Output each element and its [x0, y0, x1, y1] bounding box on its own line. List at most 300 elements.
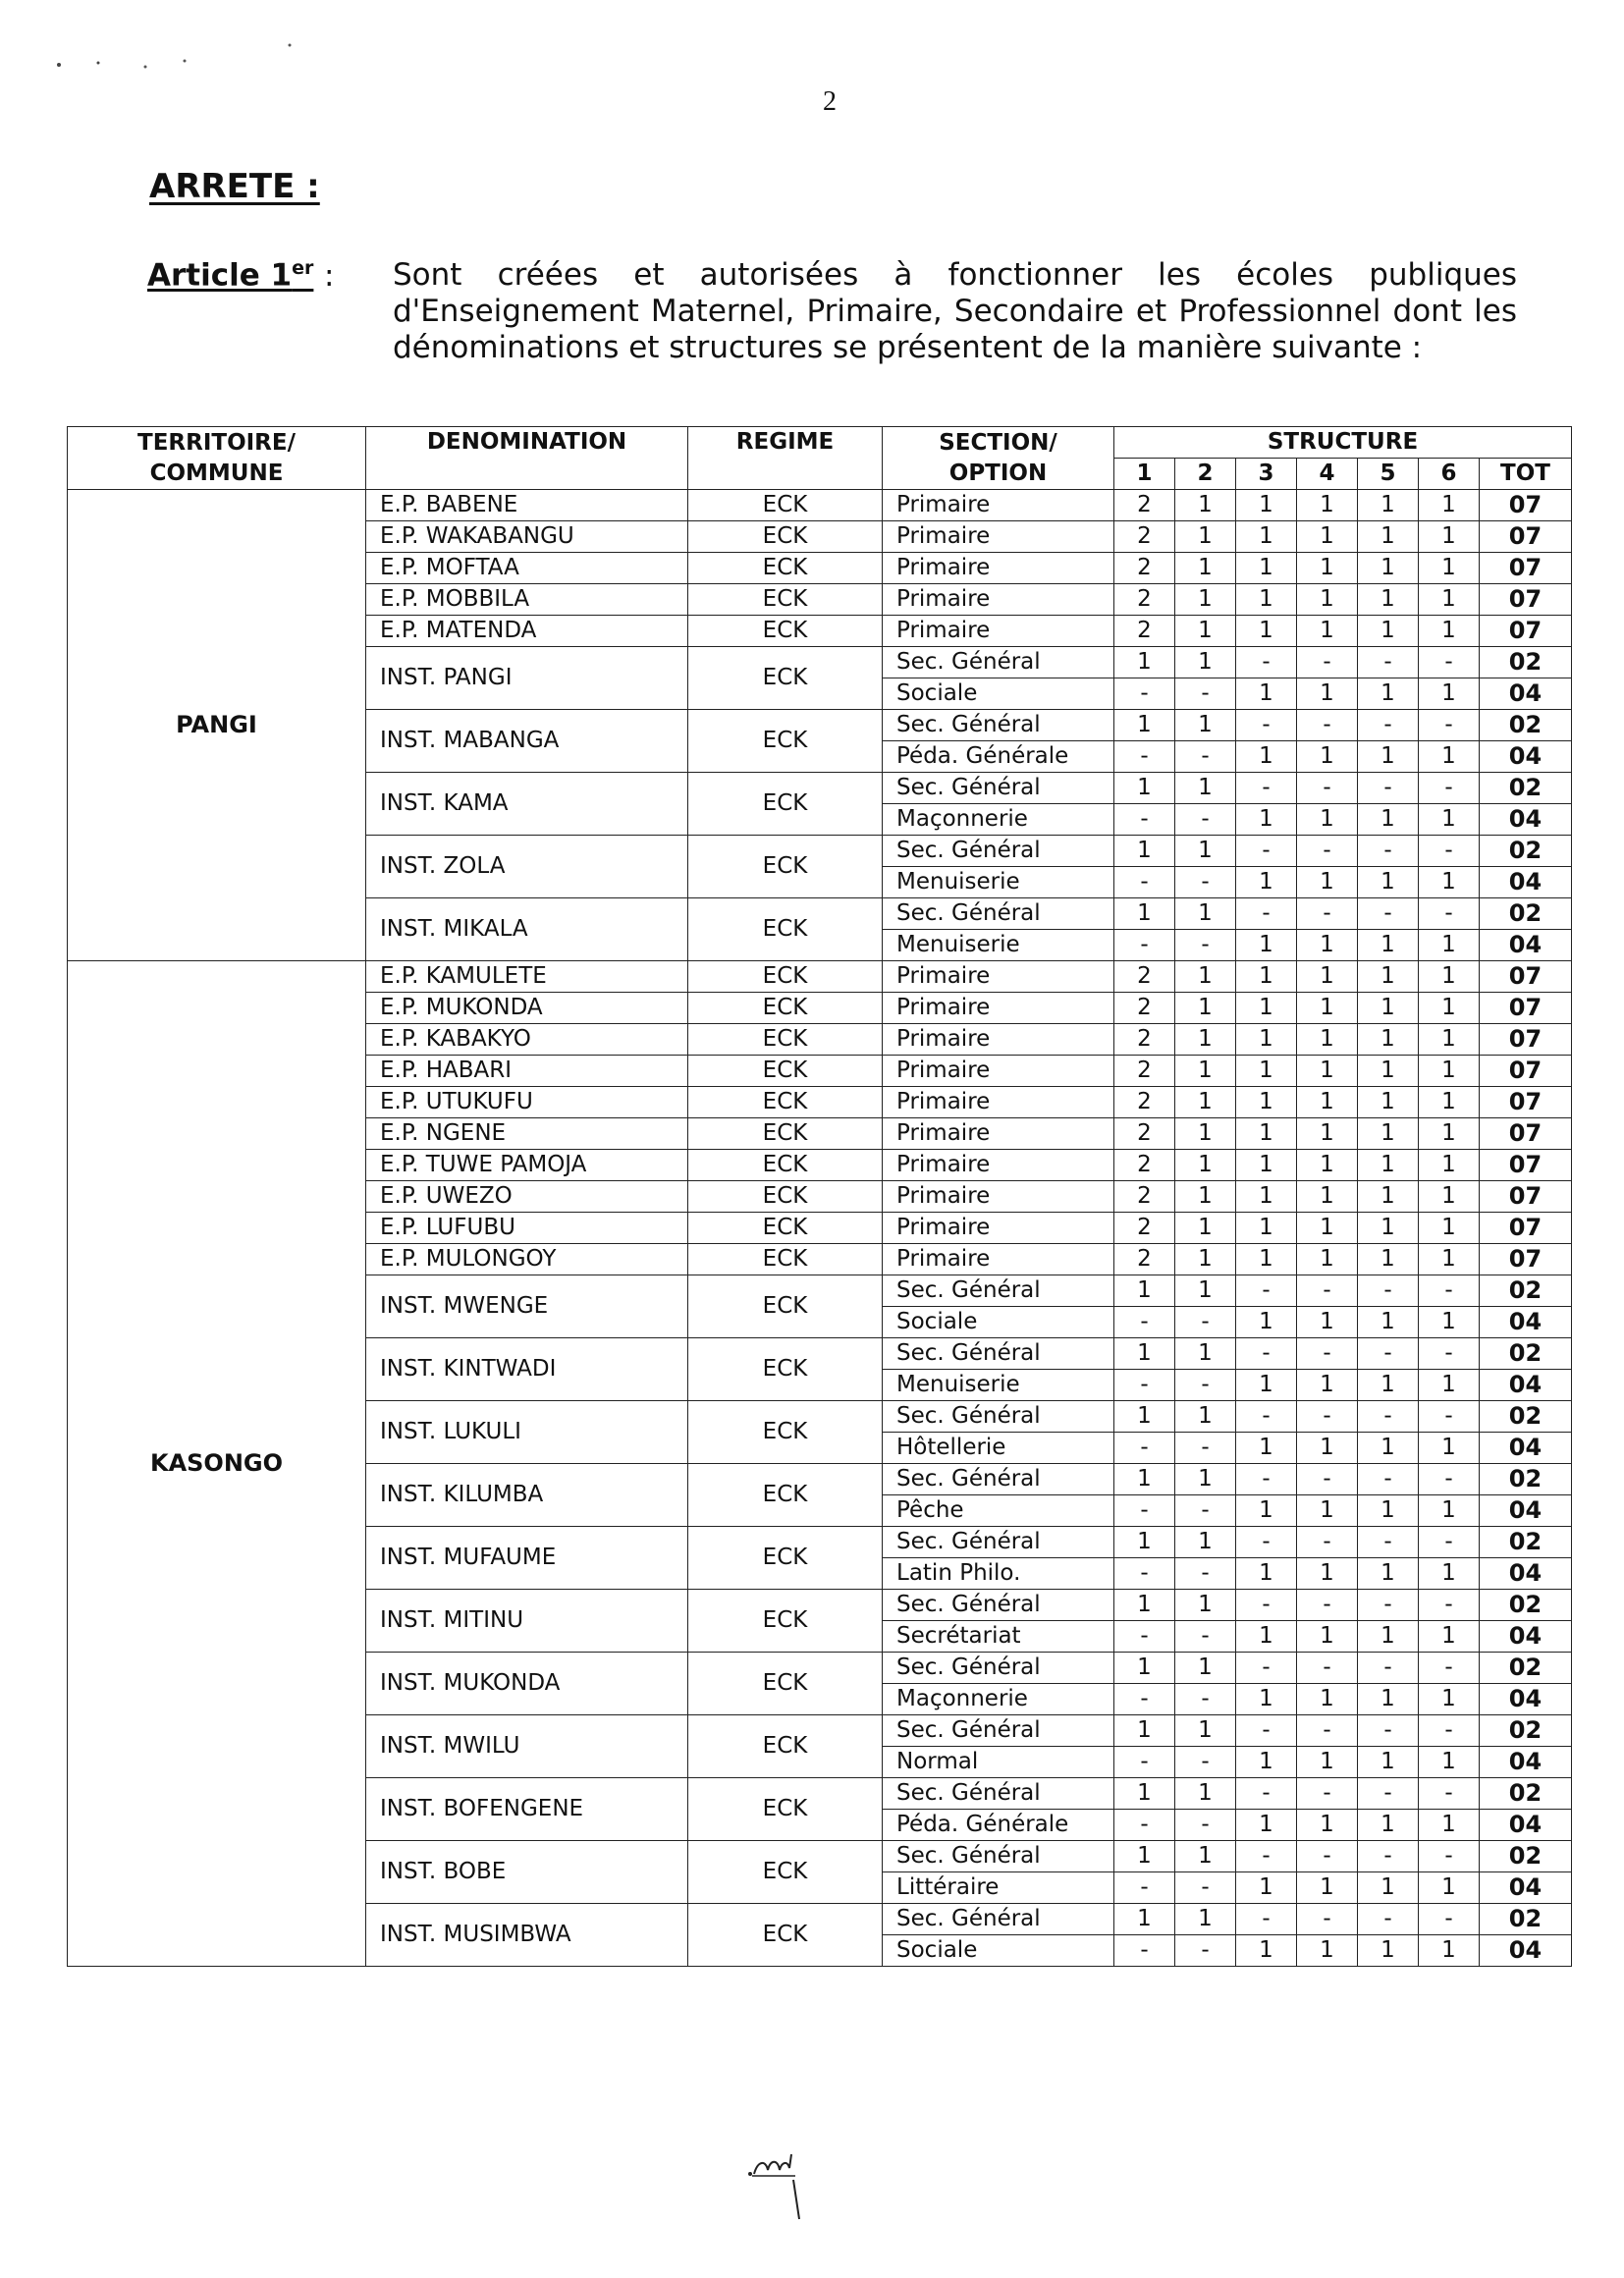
table-row — [68, 490, 1572, 521]
regime-cell: ECK — [688, 1338, 883, 1401]
structure-cell-1: 1 — [1114, 836, 1175, 867]
denomination-cell: E.P. LUFUBU — [366, 1213, 688, 1244]
structure-cell-1: 1 — [1114, 898, 1175, 930]
total-cell: 02 — [1480, 1841, 1572, 1872]
structure-cell-4: 1 — [1297, 804, 1358, 836]
section-cell: Primaire — [883, 1181, 1114, 1213]
total-cell: 04 — [1480, 1433, 1572, 1464]
regime-cell: ECK — [688, 1904, 883, 1967]
structure-cell-6: 1 — [1419, 1056, 1480, 1087]
structure-cell-2: 1 — [1175, 1338, 1236, 1370]
structure-cell-5: 1 — [1358, 1872, 1419, 1904]
structure-cell-3: 1 — [1236, 1370, 1297, 1401]
structure-cell-3: - — [1236, 1904, 1297, 1935]
structure-cell-1: 1 — [1114, 1527, 1175, 1558]
structure-cell-4: 1 — [1297, 930, 1358, 961]
structure-cell-2: - — [1175, 1433, 1236, 1464]
structure-cell-2: 1 — [1175, 1715, 1236, 1747]
structure-cell-3: 1 — [1236, 1495, 1297, 1527]
structure-cell-1: 2 — [1114, 1213, 1175, 1244]
structure-cell-5: 1 — [1358, 1747, 1419, 1778]
structure-cell-1: 2 — [1114, 616, 1175, 647]
structure-cell-4: - — [1297, 1401, 1358, 1433]
structure-cell-3: 1 — [1236, 1558, 1297, 1590]
structure-cell-4: 1 — [1297, 1684, 1358, 1715]
regime-cell: ECK — [688, 1653, 883, 1715]
structure-cell-6: 1 — [1419, 1118, 1480, 1150]
total-cell: 02 — [1480, 647, 1572, 678]
denomination-cell: INST. MUSIMBWA — [366, 1904, 688, 1967]
header-regime: REGIME — [688, 427, 883, 490]
structure-cell-2: 1 — [1175, 1904, 1236, 1935]
total-cell: 02 — [1480, 1338, 1572, 1370]
structure-cell-3: 1 — [1236, 1118, 1297, 1150]
denomination-cell: E.P. HABARI — [366, 1056, 688, 1087]
structure-cell-2: 1 — [1175, 1087, 1236, 1118]
structure-cell-4: - — [1297, 1778, 1358, 1810]
total-cell: 04 — [1480, 678, 1572, 710]
structure-cell-1: 2 — [1114, 1150, 1175, 1181]
structure-cell-6: 1 — [1419, 1621, 1480, 1653]
structure-cell-4: - — [1297, 898, 1358, 930]
section-cell: Primaire — [883, 584, 1114, 616]
structure-cell-1: 1 — [1114, 710, 1175, 741]
section-cell: Sec. Général — [883, 1778, 1114, 1810]
total-cell: 04 — [1480, 930, 1572, 961]
structure-cell-1: - — [1114, 678, 1175, 710]
denomination-cell: E.P. MATENDA — [366, 616, 688, 647]
structure-cell-3: - — [1236, 1653, 1297, 1684]
section-cell: Primaire — [883, 1118, 1114, 1150]
header-col-3: 3 — [1236, 459, 1297, 490]
structure-cell-3: - — [1236, 836, 1297, 867]
regime-cell: ECK — [688, 1213, 883, 1244]
header-col-5: 5 — [1358, 459, 1419, 490]
section-cell: Normal — [883, 1747, 1114, 1778]
total-cell: 07 — [1480, 1087, 1572, 1118]
structure-cell-1: 2 — [1114, 521, 1175, 553]
structure-cell-3: 1 — [1236, 1621, 1297, 1653]
structure-cell-6: - — [1419, 1653, 1480, 1684]
regime-cell: ECK — [688, 616, 883, 647]
structure-cell-2: 1 — [1175, 773, 1236, 804]
denomination-cell: INST. KILUMBA — [366, 1464, 688, 1527]
structure-cell-4: 1 — [1297, 1810, 1358, 1841]
total-cell: 04 — [1480, 1935, 1572, 1967]
structure-cell-5: 1 — [1358, 1495, 1419, 1527]
regime-cell: ECK — [688, 647, 883, 710]
structure-cell-2: - — [1175, 741, 1236, 773]
denomination-cell: INST. MUKONDA — [366, 1653, 688, 1715]
structure-cell-5: 1 — [1358, 1307, 1419, 1338]
regime-cell: ECK — [688, 1244, 883, 1275]
total-cell: 07 — [1480, 961, 1572, 993]
structure-cell-5: 1 — [1358, 521, 1419, 553]
structure-cell-3: 1 — [1236, 553, 1297, 584]
structure-cell-4: 1 — [1297, 553, 1358, 584]
header-col-1: 1 — [1114, 459, 1175, 490]
structure-cell-1: - — [1114, 1433, 1175, 1464]
structure-cell-4: - — [1297, 1275, 1358, 1307]
section-cell: Hôtellerie — [883, 1433, 1114, 1464]
structure-cell-3: - — [1236, 1401, 1297, 1433]
structure-cell-5: - — [1358, 1778, 1419, 1810]
regime-cell: ECK — [688, 1056, 883, 1087]
structure-cell-1: 1 — [1114, 1778, 1175, 1810]
denomination-cell: INST. PANGI — [366, 647, 688, 710]
structure-cell-2: - — [1175, 1621, 1236, 1653]
structure-cell-3: - — [1236, 1590, 1297, 1621]
structure-cell-6: - — [1419, 1904, 1480, 1935]
regime-cell: ECK — [688, 773, 883, 836]
structure-cell-1: - — [1114, 867, 1175, 898]
structure-cell-3: 1 — [1236, 1087, 1297, 1118]
decree-heading: ARRETE : — [149, 167, 320, 206]
structure-cell-1: 1 — [1114, 1590, 1175, 1621]
structure-cell-5: 1 — [1358, 1684, 1419, 1715]
structure-cell-1: 1 — [1114, 1275, 1175, 1307]
structure-cell-3: 1 — [1236, 961, 1297, 993]
section-cell: Sec. Général — [883, 1841, 1114, 1872]
section-cell: Menuiserie — [883, 867, 1114, 898]
denomination-cell: INST. MWILU — [366, 1715, 688, 1778]
structure-cell-4: 1 — [1297, 521, 1358, 553]
regime-cell: ECK — [688, 553, 883, 584]
structure-cell-1: 2 — [1114, 584, 1175, 616]
section-cell: Sec. Général — [883, 710, 1114, 741]
territoire-cell: KASONGO — [68, 961, 366, 1967]
structure-cell-4: 1 — [1297, 741, 1358, 773]
structure-cell-2: - — [1175, 1558, 1236, 1590]
structure-cell-1: - — [1114, 804, 1175, 836]
section-cell: Sec. Général — [883, 1590, 1114, 1621]
structure-cell-4: 1 — [1297, 678, 1358, 710]
total-cell: 02 — [1480, 1778, 1572, 1810]
total-cell: 04 — [1480, 1558, 1572, 1590]
structure-cell-1: - — [1114, 930, 1175, 961]
structure-cell-1: 2 — [1114, 1056, 1175, 1087]
structure-cell-2: - — [1175, 930, 1236, 961]
structure-cell-5: 1 — [1358, 1056, 1419, 1087]
structure-cell-6: - — [1419, 647, 1480, 678]
regime-cell: ECK — [688, 1841, 883, 1904]
schools-table — [67, 426, 1572, 1967]
total-cell: 07 — [1480, 553, 1572, 584]
structure-cell-6: - — [1419, 1527, 1480, 1558]
structure-cell-5: 1 — [1358, 1935, 1419, 1967]
structure-cell-2: 1 — [1175, 584, 1236, 616]
structure-cell-5: - — [1358, 1653, 1419, 1684]
total-cell: 04 — [1480, 1747, 1572, 1778]
structure-cell-6: - — [1419, 710, 1480, 741]
structure-cell-2: - — [1175, 1810, 1236, 1841]
structure-cell-3: - — [1236, 1715, 1297, 1747]
structure-cell-3: 1 — [1236, 993, 1297, 1024]
section-cell: Latin Philo. — [883, 1558, 1114, 1590]
denomination-cell: INST. MUFAUME — [366, 1527, 688, 1590]
structure-cell-6: 1 — [1419, 1181, 1480, 1213]
page-number: 2 — [823, 86, 837, 117]
structure-cell-5: 1 — [1358, 678, 1419, 710]
structure-cell-1: 2 — [1114, 993, 1175, 1024]
total-cell: 07 — [1480, 1181, 1572, 1213]
denomination-cell: INST. BOFENGENE — [366, 1778, 688, 1841]
structure-cell-5: - — [1358, 1527, 1419, 1558]
scan-dots-icon — [39, 39, 334, 79]
total-cell: 02 — [1480, 1527, 1572, 1558]
structure-cell-5: - — [1358, 647, 1419, 678]
regime-cell: ECK — [688, 1150, 883, 1181]
denomination-cell: E.P. UTUKUFU — [366, 1087, 688, 1118]
structure-cell-2: 1 — [1175, 553, 1236, 584]
regime-cell: ECK — [688, 521, 883, 553]
structure-cell-1: 1 — [1114, 1401, 1175, 1433]
section-cell: Sec. Général — [883, 898, 1114, 930]
article-colon: : — [324, 258, 335, 294]
section-cell: Péda. Générale — [883, 1810, 1114, 1841]
structure-cell-2: - — [1175, 804, 1236, 836]
structure-cell-6: 1 — [1419, 490, 1480, 521]
structure-cell-4: - — [1297, 710, 1358, 741]
structure-cell-5: 1 — [1358, 1810, 1419, 1841]
structure-cell-2: - — [1175, 1495, 1236, 1527]
header-col-tot: TOT — [1480, 459, 1572, 490]
structure-cell-2: - — [1175, 1307, 1236, 1338]
structure-cell-3: 1 — [1236, 1024, 1297, 1056]
structure-cell-6: 1 — [1419, 1244, 1480, 1275]
total-cell: 07 — [1480, 1213, 1572, 1244]
structure-cell-3: 1 — [1236, 1181, 1297, 1213]
header-territoire: TERRITOIRE/ COMMUNE — [68, 427, 366, 490]
structure-cell-3: 1 — [1236, 616, 1297, 647]
structure-cell-3: 1 — [1236, 1872, 1297, 1904]
structure-cell-3: 1 — [1236, 1433, 1297, 1464]
structure-cell-6: - — [1419, 898, 1480, 930]
structure-cell-1: - — [1114, 1747, 1175, 1778]
structure-cell-1: - — [1114, 1370, 1175, 1401]
section-cell: Primaire — [883, 1213, 1114, 1244]
structure-cell-2: 1 — [1175, 1150, 1236, 1181]
structure-cell-3: 1 — [1236, 1307, 1297, 1338]
structure-cell-6: 1 — [1419, 804, 1480, 836]
section-cell: Péda. Générale — [883, 741, 1114, 773]
structure-cell-6: 1 — [1419, 1213, 1480, 1244]
structure-cell-6: 1 — [1419, 1495, 1480, 1527]
structure-cell-1: 1 — [1114, 773, 1175, 804]
structure-cell-1: 1 — [1114, 647, 1175, 678]
structure-cell-5: 1 — [1358, 1150, 1419, 1181]
denomination-cell: INST. KINTWADI — [366, 1338, 688, 1401]
structure-cell-5: - — [1358, 1338, 1419, 1370]
structure-cell-5: 1 — [1358, 1024, 1419, 1056]
header-col-2: 2 — [1175, 459, 1236, 490]
regime-cell: ECK — [688, 1401, 883, 1464]
structure-cell-3: 1 — [1236, 804, 1297, 836]
regime-cell: ECK — [688, 1590, 883, 1653]
structure-cell-2: 1 — [1175, 710, 1236, 741]
structure-cell-6: - — [1419, 1715, 1480, 1747]
article-label — [147, 257, 313, 293]
section-cell: Sec. Général — [883, 1715, 1114, 1747]
structure-cell-1: 1 — [1114, 1653, 1175, 1684]
structure-cell-1: - — [1114, 1621, 1175, 1653]
structure-cell-2: 1 — [1175, 898, 1236, 930]
denomination-cell: E.P. MOBBILA — [366, 584, 688, 616]
structure-cell-3: 1 — [1236, 1684, 1297, 1715]
total-cell: 04 — [1480, 804, 1572, 836]
territoire-cell: PANGI — [68, 490, 366, 961]
structure-cell-6: - — [1419, 1778, 1480, 1810]
section-cell: Sec. Général — [883, 836, 1114, 867]
denomination-cell: E.P. MOFTAA — [366, 553, 688, 584]
section-cell: Sec. Général — [883, 1338, 1114, 1370]
structure-cell-5: - — [1358, 1275, 1419, 1307]
total-cell: 02 — [1480, 1715, 1572, 1747]
structure-cell-3: - — [1236, 1464, 1297, 1495]
structure-cell-5: 1 — [1358, 584, 1419, 616]
structure-cell-1: 1 — [1114, 1841, 1175, 1872]
structure-cell-3: 1 — [1236, 741, 1297, 773]
structure-cell-6: 1 — [1419, 678, 1480, 710]
total-cell: 07 — [1480, 1244, 1572, 1275]
structure-cell-4: - — [1297, 1904, 1358, 1935]
header-section: SECTION/ OPTION — [883, 427, 1114, 490]
structure-cell-2: - — [1175, 1935, 1236, 1967]
structure-cell-4: 1 — [1297, 867, 1358, 898]
structure-cell-3: - — [1236, 647, 1297, 678]
structure-cell-4: 1 — [1297, 1150, 1358, 1181]
structure-cell-6: 1 — [1419, 1150, 1480, 1181]
regime-cell: ECK — [688, 1464, 883, 1527]
regime-cell: ECK — [688, 961, 883, 993]
structure-cell-3: 1 — [1236, 930, 1297, 961]
section-cell: Littéraire — [883, 1872, 1114, 1904]
structure-cell-2: 1 — [1175, 1401, 1236, 1433]
structure-cell-4: 1 — [1297, 993, 1358, 1024]
structure-cell-4: 1 — [1297, 1433, 1358, 1464]
structure-cell-1: 2 — [1114, 553, 1175, 584]
structure-cell-6: 1 — [1419, 1433, 1480, 1464]
denomination-cell: E.P. NGENE — [366, 1118, 688, 1150]
structure-cell-6: 1 — [1419, 1810, 1480, 1841]
structure-cell-4: 1 — [1297, 616, 1358, 647]
schools-table-wrapper — [67, 426, 1571, 1967]
structure-cell-1: - — [1114, 1495, 1175, 1527]
regime-cell: ECK — [688, 1087, 883, 1118]
structure-cell-4: - — [1297, 1715, 1358, 1747]
structure-cell-6: 1 — [1419, 741, 1480, 773]
structure-cell-5: 1 — [1358, 616, 1419, 647]
total-cell: 07 — [1480, 993, 1572, 1024]
section-cell: Sec. Général — [883, 1904, 1114, 1935]
structure-cell-2: 1 — [1175, 1181, 1236, 1213]
total-cell: 04 — [1480, 1872, 1572, 1904]
section-cell: Primaire — [883, 961, 1114, 993]
structure-cell-4: - — [1297, 1464, 1358, 1495]
section-cell: Menuiserie — [883, 1370, 1114, 1401]
structure-cell-5: 1 — [1358, 961, 1419, 993]
structure-cell-5: 1 — [1358, 1118, 1419, 1150]
structure-cell-4: - — [1297, 773, 1358, 804]
structure-cell-1: 1 — [1114, 1338, 1175, 1370]
section-cell: Primaire — [883, 553, 1114, 584]
section-cell: Menuiserie — [883, 930, 1114, 961]
structure-cell-6: 1 — [1419, 1935, 1480, 1967]
structure-cell-4: 1 — [1297, 1056, 1358, 1087]
total-cell: 07 — [1480, 521, 1572, 553]
structure-cell-1: 2 — [1114, 1118, 1175, 1150]
structure-cell-6: 1 — [1419, 1087, 1480, 1118]
article-text: Sont créées et autorisées à fonctionner les écoles publiques d'Enseignement Maternel, Primaire, Secondaire et Professionnel dont les dénominations et structures se présentent de la manière suivante : — [393, 257, 1517, 365]
total-cell: 07 — [1480, 1056, 1572, 1087]
structure-cell-5: - — [1358, 1715, 1419, 1747]
regime-cell: ECK — [688, 1275, 883, 1338]
denomination-cell: E.P. MUKONDA — [366, 993, 688, 1024]
total-cell: 02 — [1480, 836, 1572, 867]
denomination-cell: INST. KAMA — [366, 773, 688, 836]
total-cell: 04 — [1480, 1307, 1572, 1338]
signature-mark — [746, 2146, 815, 2225]
section-cell: Maçonnerie — [883, 1684, 1114, 1715]
total-cell: 07 — [1480, 1024, 1572, 1056]
header-structure: STRUCTURE — [1114, 427, 1572, 459]
structure-cell-3: 1 — [1236, 678, 1297, 710]
structure-cell-2: 1 — [1175, 1590, 1236, 1621]
structure-cell-1: 1 — [1114, 1715, 1175, 1747]
structure-cell-6: - — [1419, 1401, 1480, 1433]
structure-cell-2: 1 — [1175, 1275, 1236, 1307]
structure-cell-6: - — [1419, 836, 1480, 867]
structure-cell-6: 1 — [1419, 1307, 1480, 1338]
structure-cell-4: - — [1297, 1841, 1358, 1872]
structure-cell-3: 1 — [1236, 1747, 1297, 1778]
regime-cell: ECK — [688, 490, 883, 521]
denomination-cell: E.P. UWEZO — [366, 1181, 688, 1213]
structure-cell-3: 1 — [1236, 1056, 1297, 1087]
structure-cell-6: 1 — [1419, 1872, 1480, 1904]
structure-cell-6: 1 — [1419, 1558, 1480, 1590]
structure-cell-1: - — [1114, 1810, 1175, 1841]
structure-cell-3: - — [1236, 1275, 1297, 1307]
structure-cell-2: 1 — [1175, 1653, 1236, 1684]
structure-cell-3: - — [1236, 710, 1297, 741]
section-cell: Primaire — [883, 993, 1114, 1024]
structure-cell-5: - — [1358, 1401, 1419, 1433]
structure-cell-6: - — [1419, 1464, 1480, 1495]
structure-cell-4: 1 — [1297, 1747, 1358, 1778]
structure-cell-5: - — [1358, 710, 1419, 741]
structure-cell-1: - — [1114, 1935, 1175, 1967]
total-cell: 04 — [1480, 1810, 1572, 1841]
table-body — [68, 490, 1572, 1967]
structure-cell-6: - — [1419, 1275, 1480, 1307]
header-denomination: DENOMINATION — [366, 427, 688, 490]
structure-cell-3: 1 — [1236, 584, 1297, 616]
regime-cell: ECK — [688, 836, 883, 898]
total-cell: 04 — [1480, 1495, 1572, 1527]
section-cell: Pêche — [883, 1495, 1114, 1527]
structure-cell-5: 1 — [1358, 1181, 1419, 1213]
total-cell: 07 — [1480, 616, 1572, 647]
total-cell: 02 — [1480, 1590, 1572, 1621]
structure-cell-5: - — [1358, 1590, 1419, 1621]
structure-cell-1: - — [1114, 1872, 1175, 1904]
structure-cell-4: 1 — [1297, 1872, 1358, 1904]
structure-cell-6: 1 — [1419, 521, 1480, 553]
total-cell: 04 — [1480, 1621, 1572, 1653]
signature-icon — [746, 2146, 815, 2225]
structure-cell-2: 1 — [1175, 1213, 1236, 1244]
